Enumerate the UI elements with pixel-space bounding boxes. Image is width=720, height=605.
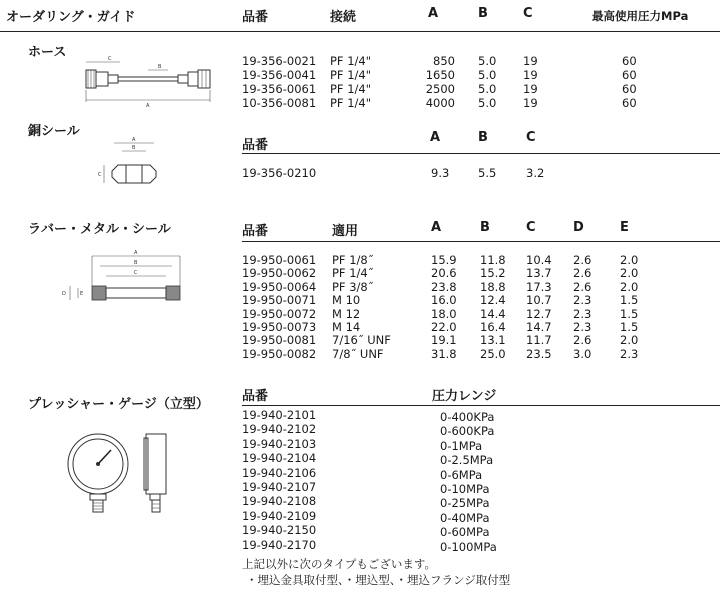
hose-dim-c-value: 19 xyxy=(523,96,538,110)
rubber-col-b: B xyxy=(480,220,490,235)
hose-part-number: 19-356-0041 xyxy=(242,68,317,82)
gauge-header-rule xyxy=(242,405,720,406)
hose-connection: PF 1/4" xyxy=(330,82,372,96)
rubber-application: 7/16˝ UNF xyxy=(332,333,391,348)
gauge-pressure-range: 0-1MPa xyxy=(440,438,483,453)
rubber-col-e: E xyxy=(620,220,629,235)
rubber-dim-d-value: 2.3 xyxy=(573,306,592,321)
hose-part-number: 19-356-0021 xyxy=(242,54,317,68)
gauge-pressure-range: 0-6MPa xyxy=(440,467,483,482)
gauge-part-number: 19-940-2103 xyxy=(242,436,317,451)
rubber-dim-b-value: 13.1 xyxy=(480,333,506,348)
col-part-header: 品番 xyxy=(242,10,269,25)
copper-dim-a-value: 9.3 xyxy=(431,166,450,180)
rubber-dim-a-value: 18.0 xyxy=(431,306,457,321)
rubber-dim-c-value: 10.4 xyxy=(526,253,552,267)
hose-dim-b-value: 5.0 xyxy=(478,68,497,82)
hose-dim-c-value: 19 xyxy=(523,68,538,82)
gauge-pressure-range: 0-100MPa xyxy=(440,539,497,554)
hose-dim-c-value: 19 xyxy=(523,54,538,68)
hose-dim-a-value: 4000 xyxy=(425,96,455,110)
rubber-col-c: C xyxy=(526,220,536,235)
col-pressure-header: 最高使用圧力MPa xyxy=(592,9,689,23)
rubber-part-number: 19-950-0081 xyxy=(242,333,317,348)
rubber-dim-a-value: 31.8 xyxy=(431,346,457,361)
rubber-dim-e-value: 2.0 xyxy=(620,333,639,348)
rubber-dim-a-value: 15.9 xyxy=(431,253,457,267)
rubber-dim-e-value: 2.0 xyxy=(620,279,639,294)
rubber-part-number: 19-950-0072 xyxy=(242,306,317,321)
rubber-dim-b-value: 15.2 xyxy=(480,266,506,281)
rubber-application: 7/8˝ UNF xyxy=(332,346,384,361)
hose-dim-c: C xyxy=(108,56,112,62)
hose-connection: PF 1/4" xyxy=(330,68,372,82)
rubber-dim-e-value: 2.0 xyxy=(620,266,639,281)
rubber-application: PF 1/8˝ xyxy=(332,253,374,267)
hose-dim-b: B xyxy=(158,64,162,70)
rubber-dim-c-value: 10.7 xyxy=(526,293,552,308)
rubber-dim-d-value: 2.3 xyxy=(573,293,592,308)
rubber-dim-c-value: 23.5 xyxy=(526,346,552,361)
hose-max-pressure: 60 xyxy=(622,54,637,68)
rubber-dim-d-value: 2.6 xyxy=(573,253,592,267)
rubber-dim-b-value: 25.0 xyxy=(480,346,506,361)
col-a-header: A xyxy=(428,6,439,21)
rubber-dim-a-value: 19.1 xyxy=(431,333,457,348)
rb-dim-a: A xyxy=(134,250,138,256)
gauge-col-part: 品番 xyxy=(242,389,269,404)
rb-dim-e: E xyxy=(80,291,84,297)
rb-dim-c: C xyxy=(134,270,138,276)
rubber-dim-a-value: 20.6 xyxy=(431,266,457,281)
rb-dim-d: D xyxy=(62,291,66,297)
rubber-col-d: D xyxy=(573,220,584,235)
rubber-application: M 10 xyxy=(332,293,361,308)
gauge-part-number: 19-940-2102 xyxy=(242,422,317,437)
gauge-part-number: 19-940-2101 xyxy=(242,408,317,422)
cu-dim-c: C xyxy=(98,172,102,178)
cu-dim-a: A xyxy=(132,137,136,143)
header-rule xyxy=(0,31,720,32)
gauge-part-number: 19-940-2109 xyxy=(242,508,317,523)
hose-dim-a-value: 850 xyxy=(433,54,455,68)
gauge-pressure-range: 0-600KPa xyxy=(440,424,495,439)
rubber-part-number: 19-950-0064 xyxy=(242,279,317,294)
rubber-dim-c-value: 13.7 xyxy=(526,266,552,281)
rubber-dim-a-value: 16.0 xyxy=(431,293,457,308)
rubber-dim-b-value: 12.4 xyxy=(480,293,506,308)
rubber-dim-d-value: 2.6 xyxy=(573,266,592,281)
hose-connection: PF 1/4" xyxy=(330,96,372,110)
rubber-dim-d-value: 2.6 xyxy=(573,279,592,294)
copper-col-part: 品番 xyxy=(242,138,269,153)
gauge-pressure-range: 0-25MPa xyxy=(440,496,490,511)
copper-col-a: A xyxy=(430,130,441,145)
rubber-part-number: 19-950-0082 xyxy=(242,346,317,361)
copper-section-title: 銅シール xyxy=(28,124,80,139)
hose-section-title: ホース xyxy=(28,45,67,60)
copper-dim-b-value: 5.5 xyxy=(478,166,497,180)
rubber-dim-b-value: 14.4 xyxy=(480,306,506,321)
hose-dim-b-value: 5.0 xyxy=(478,82,497,96)
gauge-section-title: プレッシャー・ゲージ（立型） xyxy=(28,397,209,412)
hose-dim-a-value: 1650 xyxy=(425,68,455,82)
rubber-col-part: 品番 xyxy=(242,224,269,239)
rubber-dim-a-value: 23.8 xyxy=(431,279,457,294)
rubber-application: M 14 xyxy=(332,320,361,334)
hose-connection: PF 1/4" xyxy=(330,54,372,68)
hose-dim-a-value: 2500 xyxy=(425,82,455,96)
rubber-part-number: 19-950-0073 xyxy=(242,320,317,334)
rubber-dim-c-value: 14.7 xyxy=(526,320,552,334)
gauge-pressure-range: 0-400KPa xyxy=(440,410,495,424)
rubber-dim-d-value: 2.3 xyxy=(573,320,592,334)
gauge-part-number: 19-940-2107 xyxy=(242,480,317,494)
rubber-col-a: A xyxy=(431,220,442,235)
hose-part-number: 10-356-0081 xyxy=(242,96,317,110)
gauge-note-1: 上記以外に次のタイプもございます。 xyxy=(242,557,437,571)
rubber-application: PF 3/8˝ xyxy=(332,279,374,294)
gauge-pressure-range: 0-2.5MPa xyxy=(440,453,494,468)
rubber-part-number: 19-950-0071 xyxy=(242,293,317,308)
rubber-dim-a-value: 22.0 xyxy=(431,320,457,334)
rubber-col-app: 適用 xyxy=(332,224,359,239)
gauge-col-range: 圧力レンジ xyxy=(432,389,497,404)
rubber-dim-c-value: 11.7 xyxy=(526,333,552,348)
rubber-header-rule xyxy=(242,241,720,242)
copper-part-number: 19-356-0210 xyxy=(242,166,317,180)
rubber-seal-diagram xyxy=(62,248,192,318)
rubber-dim-e-value: 1.5 xyxy=(620,320,639,334)
hose-diagram xyxy=(78,50,218,110)
hose-max-pressure: 60 xyxy=(622,82,637,96)
gauge-part-number: 19-940-2170 xyxy=(242,537,317,552)
rubber-part-number: 19-950-0061 xyxy=(242,253,317,267)
rubber-dim-b-value: 16.4 xyxy=(480,320,506,334)
copper-col-c: C xyxy=(526,130,536,145)
copper-seal-diagram xyxy=(98,137,164,193)
rb-dim-b: B xyxy=(134,260,138,266)
gauge-note-2: ・埋込金具取付型、・埋込型、・埋込フランジ取付型 xyxy=(246,573,511,587)
rubber-application: M 12 xyxy=(332,306,361,321)
rubber-dim-e-value: 1.5 xyxy=(620,306,639,321)
hose-max-pressure: 60 xyxy=(622,68,637,82)
hose-max-pressure: 60 xyxy=(622,96,637,110)
rubber-dim-c-value: 17.3 xyxy=(526,279,552,294)
col-c-header: C xyxy=(523,6,533,21)
gauge-part-number: 19-940-2108 xyxy=(242,494,317,509)
col-b-header: B xyxy=(478,6,488,21)
rubber-dim-d-value: 3.0 xyxy=(573,346,592,361)
hose-dim-b-value: 5.0 xyxy=(478,96,497,110)
cu-dim-b: B xyxy=(132,145,136,151)
pressure-gauge-diagram xyxy=(66,432,196,517)
hose-dim-a: A xyxy=(146,103,150,109)
rubber-dim-b-value: 11.8 xyxy=(480,253,506,267)
hose-dim-b-value: 5.0 xyxy=(478,54,497,68)
rubber-dim-e-value: 2.0 xyxy=(620,253,639,267)
gauge-pressure-range: 0-60MPa xyxy=(440,525,490,540)
guide-title: オーダリング・ガイド xyxy=(6,10,136,25)
rubber-dim-d-value: 2.6 xyxy=(573,333,592,348)
gauge-part-number: 19-940-2106 xyxy=(242,465,317,480)
rubber-dim-e-value: 2.3 xyxy=(620,346,639,361)
hose-dim-c-value: 19 xyxy=(523,82,538,96)
hose-part-number: 19-356-0061 xyxy=(242,82,317,96)
rubber-dim-c-value: 12.7 xyxy=(526,306,552,321)
gauge-pressure-range: 0-10MPa xyxy=(440,482,490,496)
gauge-part-number: 19-940-2104 xyxy=(242,451,317,466)
rubber-dim-b-value: 18.8 xyxy=(480,279,506,294)
rubber-section-title: ラバー・メタル・シール xyxy=(28,222,171,237)
col-conn-header: 接続 xyxy=(330,10,357,25)
gauge-part-number: 19-940-2150 xyxy=(242,523,317,538)
rubber-application: PF 1/4˝ xyxy=(332,266,374,281)
copper-dim-c-value: 3.2 xyxy=(526,166,545,180)
gauge-pressure-range: 0-40MPa xyxy=(440,510,490,525)
rubber-dim-e-value: 1.5 xyxy=(620,293,639,308)
rubber-part-number: 19-950-0062 xyxy=(242,266,317,281)
copper-header-rule xyxy=(242,153,720,154)
copper-col-b: B xyxy=(478,130,488,145)
